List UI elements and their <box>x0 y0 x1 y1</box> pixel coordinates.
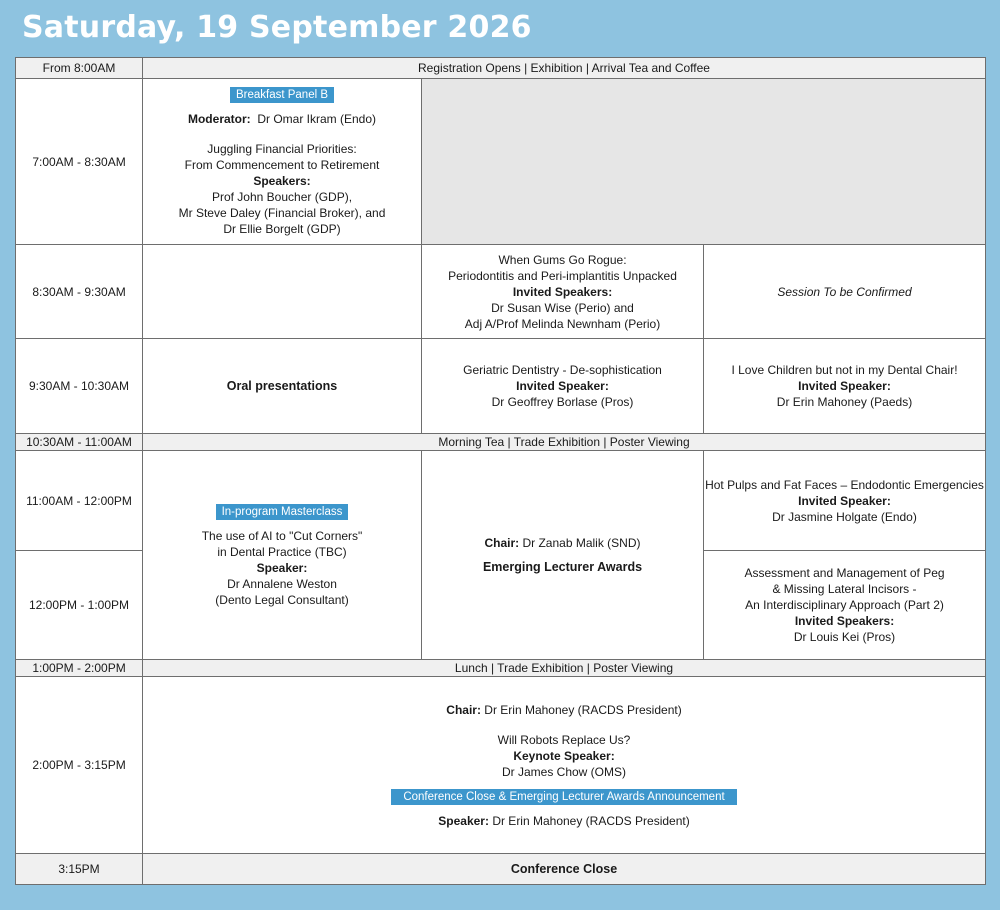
speaker-name: Dr Geoffrey Borlase (Pros) <box>491 395 634 409</box>
session-title: An Interdisciplinary Approach (Part 2) <box>745 598 944 612</box>
time-cell: 10:30AM - 11:00AM <box>16 434 143 451</box>
page-title: Saturday, 19 September 2026 <box>22 10 532 45</box>
speakers-label: Invited Speakers: <box>512 284 613 299</box>
session-title: & Missing Lateral Incisors - <box>772 582 917 596</box>
session-title: Geriatric Dentistry - De-sophistication <box>463 363 662 377</box>
session-title: Hot Pulps and Fat Faces – Endodontic Emergencies <box>705 477 984 492</box>
speaker-name: Mr Steve Daley (Financial Broker), and <box>178 206 386 220</box>
speakers-label: Invited Speaker: <box>798 379 891 393</box>
schedule-row-lunch <box>16 660 986 677</box>
speaker-name: Dr Louis Kei (Pros) <box>793 630 896 644</box>
time-cell: 1:00PM - 2:00PM <box>16 660 143 677</box>
masterclass-session <box>143 451 422 660</box>
speaker-name: Dr Annalene Weston <box>227 576 337 591</box>
session-title: From Commencement to Retirement <box>184 158 380 172</box>
tbc-session <box>704 245 986 339</box>
empty-session-block <box>422 79 986 245</box>
session-title: Emerging Lecturer Awards <box>482 560 643 574</box>
paeds-session <box>704 339 986 434</box>
time-cell: 8:30AM - 9:30AM <box>16 245 143 339</box>
schedule-row-0930 <box>16 339 986 434</box>
speakers-label: Invited Speakers: <box>794 614 895 628</box>
session-title: Will Robots Replace Us? <box>497 732 631 747</box>
schedule-row-morning-tea <box>16 434 986 451</box>
time-cell: From 8:00AM <box>16 58 143 79</box>
keynote-session <box>143 677 986 854</box>
session-tag: Conference Close & Emerging Lecturer Awards Announcement <box>391 789 736 805</box>
lateral-incisors-session <box>704 551 986 660</box>
chair-line: Chair: Dr Erin Mahoney (RACDS President) <box>446 702 682 717</box>
session-title: I Love Children but not in my Dental Chair! <box>731 363 958 377</box>
speaker-name: Dr Erin Mahoney (Paeds) <box>776 395 913 409</box>
time-cell: 3:15PM <box>16 854 143 885</box>
speakers-label: Keynote Speaker: <box>513 748 615 763</box>
breakfast-panel-session <box>143 79 422 245</box>
speakers-label: Invited Speaker: <box>516 379 609 393</box>
session-tag: Breakfast Panel B <box>230 87 334 103</box>
session-title: Session To be Confirmed <box>777 284 912 299</box>
time-cell: 11:00AM - 12:00PM <box>16 451 143 551</box>
session-tag: In-program Masterclass <box>216 504 349 520</box>
speaker-name: Dr Jasmine Holgate (Endo) <box>772 509 917 524</box>
session-title: Oral presentations <box>226 379 338 393</box>
registration-bar: Registration Opens | Exhibition | Arrival Tea and Coffee <box>143 58 986 79</box>
session-title: When Gums Go Rogue: <box>498 252 627 267</box>
moderator-line: Moderator: Dr Omar Ikram (Endo) <box>187 112 377 126</box>
speakers-label: Speakers: <box>253 174 311 188</box>
speaker-name: Dr James Chow (OMS) <box>501 764 626 779</box>
perio-session <box>422 245 704 339</box>
session-title: Juggling Financial Priorities: <box>207 142 357 156</box>
time-cell: 9:30AM - 10:30AM <box>16 339 143 434</box>
schedule-row-0830 <box>16 245 986 339</box>
speaker-name: (Dento Legal Consultant) <box>215 592 349 607</box>
speaker-line: Speaker: Dr Erin Mahoney (RACDS President) <box>438 813 690 828</box>
schedule-row-registration <box>16 58 986 79</box>
lunch-bar: Lunch | Trade Exhibition | Poster Viewing <box>143 660 986 677</box>
speakers-label: Speaker: <box>256 560 308 575</box>
session-title: in Dental Practice (TBC) <box>217 544 347 559</box>
schedule-row-1400 <box>16 677 986 854</box>
time-cell: 2:00PM - 3:15PM <box>16 677 143 854</box>
schedule-row-breakfast <box>16 79 986 245</box>
chair-line: Chair: Dr Zanab Malik (SND) <box>484 536 641 550</box>
oral-presentations-session <box>143 339 422 434</box>
schedule-row-close <box>16 854 986 885</box>
session-title: Conference Close <box>510 862 618 876</box>
conference-close-bar <box>143 854 986 885</box>
empty-session-cell <box>143 245 422 339</box>
time-cell: 12:00PM - 1:00PM <box>16 551 143 660</box>
morning-tea-bar: Morning Tea | Trade Exhibition | Poster Viewing <box>143 434 986 451</box>
session-title: The use of AI to "Cut Corners" <box>201 528 363 543</box>
speaker-name: Dr Ellie Borgelt (GDP) <box>223 222 341 236</box>
endo-session <box>704 451 986 551</box>
speakers-label: Invited Speaker: <box>798 493 891 508</box>
speaker-name: Prof John Boucher (GDP), <box>211 190 353 204</box>
geriatric-session <box>422 339 704 434</box>
session-title: Periodontitis and Peri-implantitis Unpacked <box>448 268 677 283</box>
time-cell: 7:00AM - 8:30AM <box>16 79 143 245</box>
schedule-table <box>15 57 986 885</box>
emerging-lecturer-session <box>422 451 704 660</box>
speaker-name: Dr Susan Wise (Perio) and <box>491 300 634 315</box>
speaker-name: Adj A/Prof Melinda Newnham (Perio) <box>464 316 661 331</box>
session-title: Assessment and Management of Peg <box>744 566 945 580</box>
schedule-row-1100 <box>16 451 986 551</box>
